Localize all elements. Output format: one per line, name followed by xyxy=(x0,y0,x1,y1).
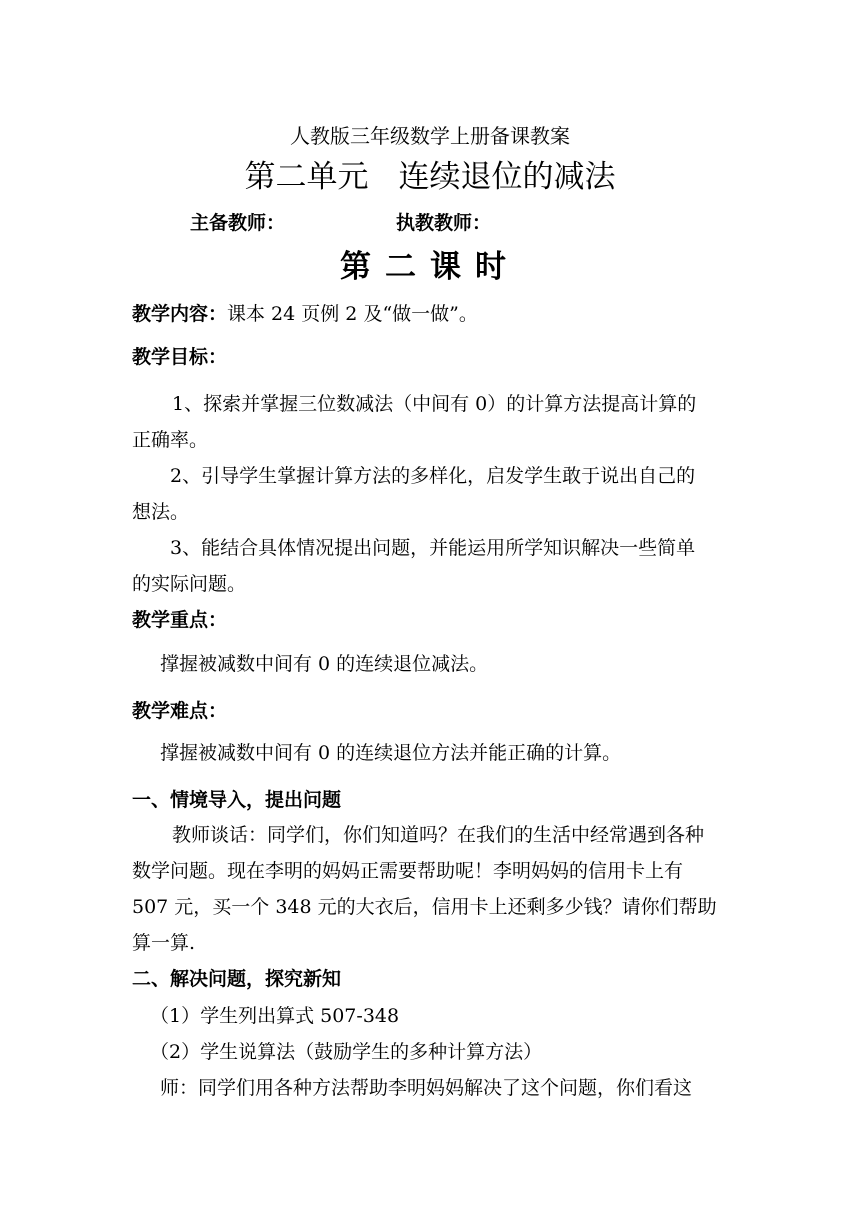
exec-teacher-label: 执教教师： xyxy=(396,212,492,234)
section-heading-1: 一、情境导入，提出问题 xyxy=(132,789,342,811)
goal-line: 的实际问题。 xyxy=(132,573,247,595)
content-line xyxy=(132,305,478,324)
goal-line: 1、探索并掌握三位数减法（中间有 0）的计算方法提高计算的 xyxy=(172,393,697,415)
difficulty-text: 撑握被减数中间有 0 的连续退位方法并能正确的计算。 xyxy=(160,742,622,764)
goal-line: 正确率。 xyxy=(132,429,209,451)
unit-title xyxy=(0,159,860,195)
document-subtitle: 人教版三年级数学上册备课教案 xyxy=(290,124,570,148)
paragraph-line: 数学问题。现在李明的妈妈正需要帮助呢！李明妈妈的信用卡上有 xyxy=(132,860,684,882)
difficulty-label: 教学难点： xyxy=(132,700,228,722)
main-teacher-label: 主备教师： xyxy=(190,212,286,234)
goal-line: 想法。 xyxy=(132,501,190,523)
goal-line: 2、引导学生掌握计算方法的多样化，启发学生敢于说出自己的 xyxy=(170,465,696,487)
key-point-text: 撑握被减数中间有 0 的连续退位减法。 xyxy=(160,653,489,675)
paragraph-line: （2）学生说算法（鼓励学生的多种计算方法） xyxy=(150,1041,543,1063)
unit-number: 第二单元 xyxy=(244,159,369,195)
goal-line: 3、能结合具体情况提出问题，并能运用所学知识解决一些简单 xyxy=(170,537,696,559)
content-label: 教学内容： xyxy=(132,303,228,325)
paragraph-line: （1）学生列出算式 507-348 xyxy=(150,1005,400,1027)
key-point-label: 教学重点： xyxy=(132,609,228,631)
paragraph-line: 师：同学们用各种方法帮助李明妈妈解决了这个问题，你们看这 xyxy=(160,1077,693,1099)
content-text: 课本 24 页例 2 及“做一做”。 xyxy=(227,303,478,325)
goals-label: 教学目标： xyxy=(132,346,228,368)
lesson-title: 第二课时 xyxy=(340,249,520,285)
paragraph-line: 507 元，买一个 348 元的大衣后，信用卡上还剩多少钱？请你们帮助 xyxy=(132,896,717,918)
section-heading-2: 二、解决问题，探究新知 xyxy=(132,968,342,990)
teacher-line xyxy=(190,212,492,234)
paragraph-line: 算一算. xyxy=(132,932,196,954)
unit-topic: 连续退位的减法 xyxy=(398,159,616,195)
paragraph-line: 教师谈话：同学们，你们知道吗？在我们的生活中经常遇到各种 xyxy=(172,824,705,846)
